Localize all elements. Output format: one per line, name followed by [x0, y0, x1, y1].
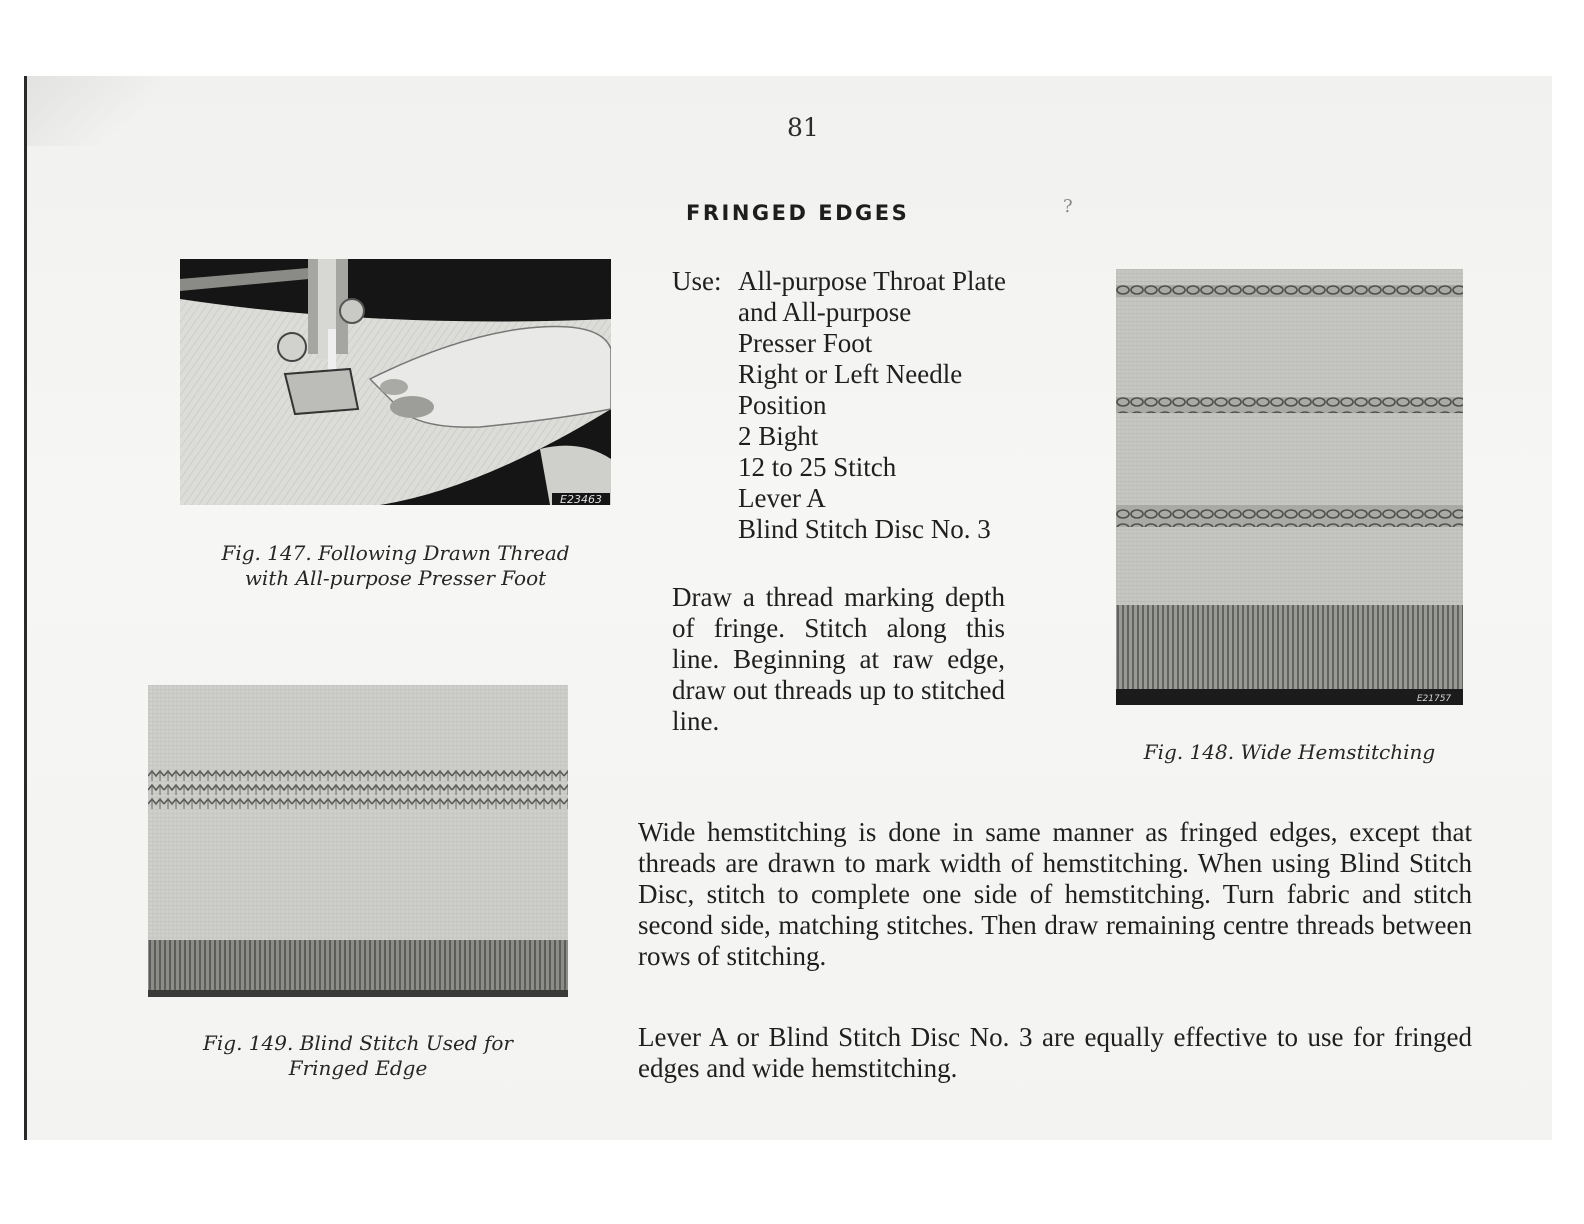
use-items-list [738, 266, 1072, 545]
use-section [672, 266, 1072, 545]
figure-147-caption [180, 541, 611, 591]
use-item: 12 to 25 Stitch [738, 452, 897, 482]
use-item: and All-purpose [738, 297, 912, 327]
hemstitching-paragraph: Wide hemstitching is done in same manner as fringed edges, except that threads are drawn to mark width of hemstitching. When using Blind Stitch Disc, stitch to complete one side of hemstitching. Turn fabric and stitch second side, matching stitches. Then draw remaining centre threads between rows of stitching. [638, 817, 1472, 971]
figure-147-code: E23463 [560, 493, 602, 505]
use-item: 2 Bight [738, 421, 819, 451]
use-item: All-purpose Throat Plate [738, 266, 1006, 296]
figure-147-caption-line2: with All-purpose Presser Foot [244, 566, 547, 590]
figure-147-caption-line1: Fig. 147. Following Drawn Thread [221, 541, 570, 565]
draw-thread-paragraph: Draw a thread marking depth of fringe. Stitch along this line. Beginning at raw edge, draw out threads up to stitched line. [672, 582, 1005, 736]
page-number: 81 [787, 113, 819, 142]
use-item: Right or Left Needle [738, 359, 963, 389]
figure-148-caption: Fig. 148. Wide Hemstitching [1143, 740, 1436, 764]
use-label: Use: [672, 266, 722, 296]
use-item: Position [738, 390, 827, 420]
figure-149-caption-line2: Fringed Edge [288, 1056, 428, 1080]
lever-paragraph: Lever A or Blind Stitch Disc No. 3 are equally effective to use for fringed edges and wide hemstitching. [638, 1022, 1472, 1083]
page-fold-shadow [27, 76, 167, 146]
use-item: Blind Stitch Disc No. 3 [738, 514, 991, 544]
figure-147-photo [180, 259, 611, 505]
figure-149-caption-line1: Fig. 149. Blind Stitch Used for [203, 1031, 513, 1055]
scanned-page [24, 76, 1552, 1140]
figure-148-photo [1116, 269, 1463, 705]
figure-149-caption [148, 1031, 568, 1081]
stray-mark: ? [1063, 196, 1073, 217]
use-item: Presser Foot [738, 328, 873, 358]
figure-149-photo [148, 685, 568, 997]
figure-148-code: E21757 [1416, 694, 1452, 704]
section-title: FRINGED EDGES [686, 201, 910, 225]
use-item: Lever A [738, 483, 826, 513]
